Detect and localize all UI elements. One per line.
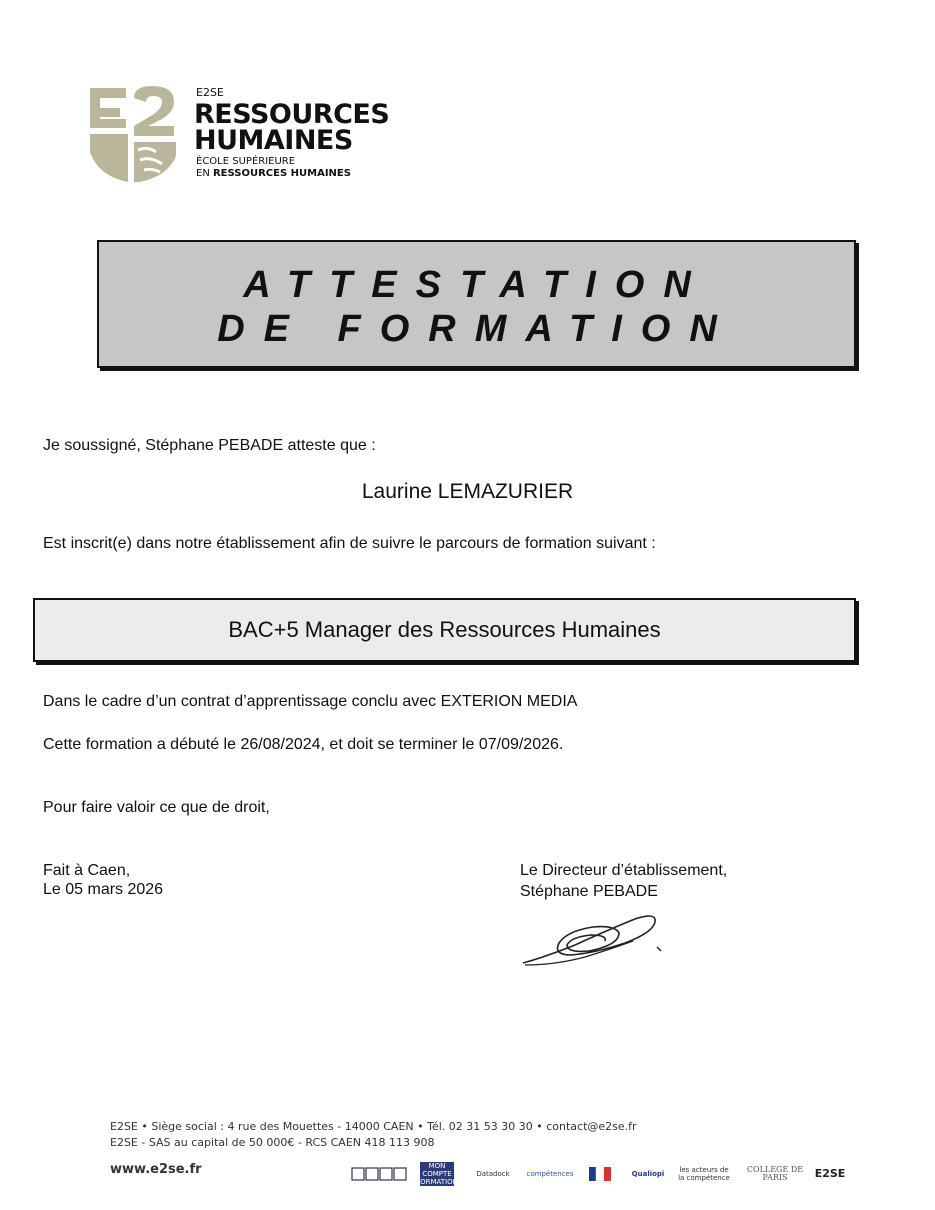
closing-text: Pour faire valoir ce que de droit, — [43, 799, 270, 816]
place-text: Fait à Caen, — [43, 862, 131, 879]
footer — [70, 1092, 870, 1207]
title-line2: DE FORMATION — [217, 308, 736, 350]
logo-brand-line2: HUMAINES — [194, 125, 353, 156]
dates-text: Cette formation a débuté le 26/08/2024, et doit se terminer le 07/09/2026. — [43, 736, 564, 753]
intro-text: Je soussigné, Stéphane PEBADE atteste que : — [43, 437, 376, 454]
logo-brand-small: E2SE — [196, 86, 224, 99]
contract-suffix: conclu avec EXTERION MEDIA — [347, 693, 578, 710]
contract-prefix: Dans le cadre d’un contrat d’apprentissage — [43, 693, 348, 710]
signatory-title: Le Directeur d’établissement, — [520, 862, 728, 879]
partner-competences: compétences — [526, 1170, 574, 1178]
partner-acteurs-competence: les acteurs de la compétence — [678, 1166, 730, 1182]
partner-qualiopi: Qualiopi — [631, 1170, 665, 1178]
title-line1: ATTESTATION — [243, 264, 710, 306]
accessibility-icons — [350, 1162, 410, 1186]
title-box — [97, 240, 856, 368]
partner-mon-compte-formation: MON COMPTE FORMATION — [416, 1162, 458, 1186]
footer-website[interactable]: www.e2se.fr — [110, 1162, 202, 1177]
partner-datadock: Datadock — [476, 1170, 510, 1178]
contract-text — [43, 693, 577, 711]
footer-legal: E2SE - SAS au capital de 50 000€ - RCS CAEN 418 113 908 — [110, 1136, 435, 1149]
republique-francaise-logo — [580, 1162, 620, 1186]
formation-box — [33, 598, 856, 662]
date-text: Le 05 mars 2026 — [43, 881, 164, 898]
logo-brand-line1: RESSOURCES — [194, 99, 390, 130]
footer-address: E2SE • Siège social : 4 rue des Mouettes - 14000 CAEN • Tél. 02 31 53 30 30 • contact@e2se.fr — [110, 1120, 637, 1133]
signatory-name: Stéphane PEBADE — [520, 883, 658, 900]
e2-shield-icon — [90, 86, 180, 182]
formation-title: BAC+5 Manager des Ressources Humaines — [228, 617, 661, 642]
partner-e2se: E2SE — [814, 1167, 846, 1180]
e2se-logo — [90, 86, 410, 182]
partner-college-de-paris: COLLEGE DE PARIS — [746, 1165, 804, 1182]
enrolled-text: Est inscrit(e) dans notre établissement afin de suivre le parcours de formation suivant : — [43, 535, 656, 552]
logo-tagline1: ÉCOLE SUPÉRIEURE — [196, 156, 296, 167]
handwritten-signature — [515, 905, 675, 975]
logo-tagline2: EN RESSOURCES HUMAINES — [196, 168, 351, 179]
student-name: Laurine LEMAZURIER — [361, 480, 574, 503]
